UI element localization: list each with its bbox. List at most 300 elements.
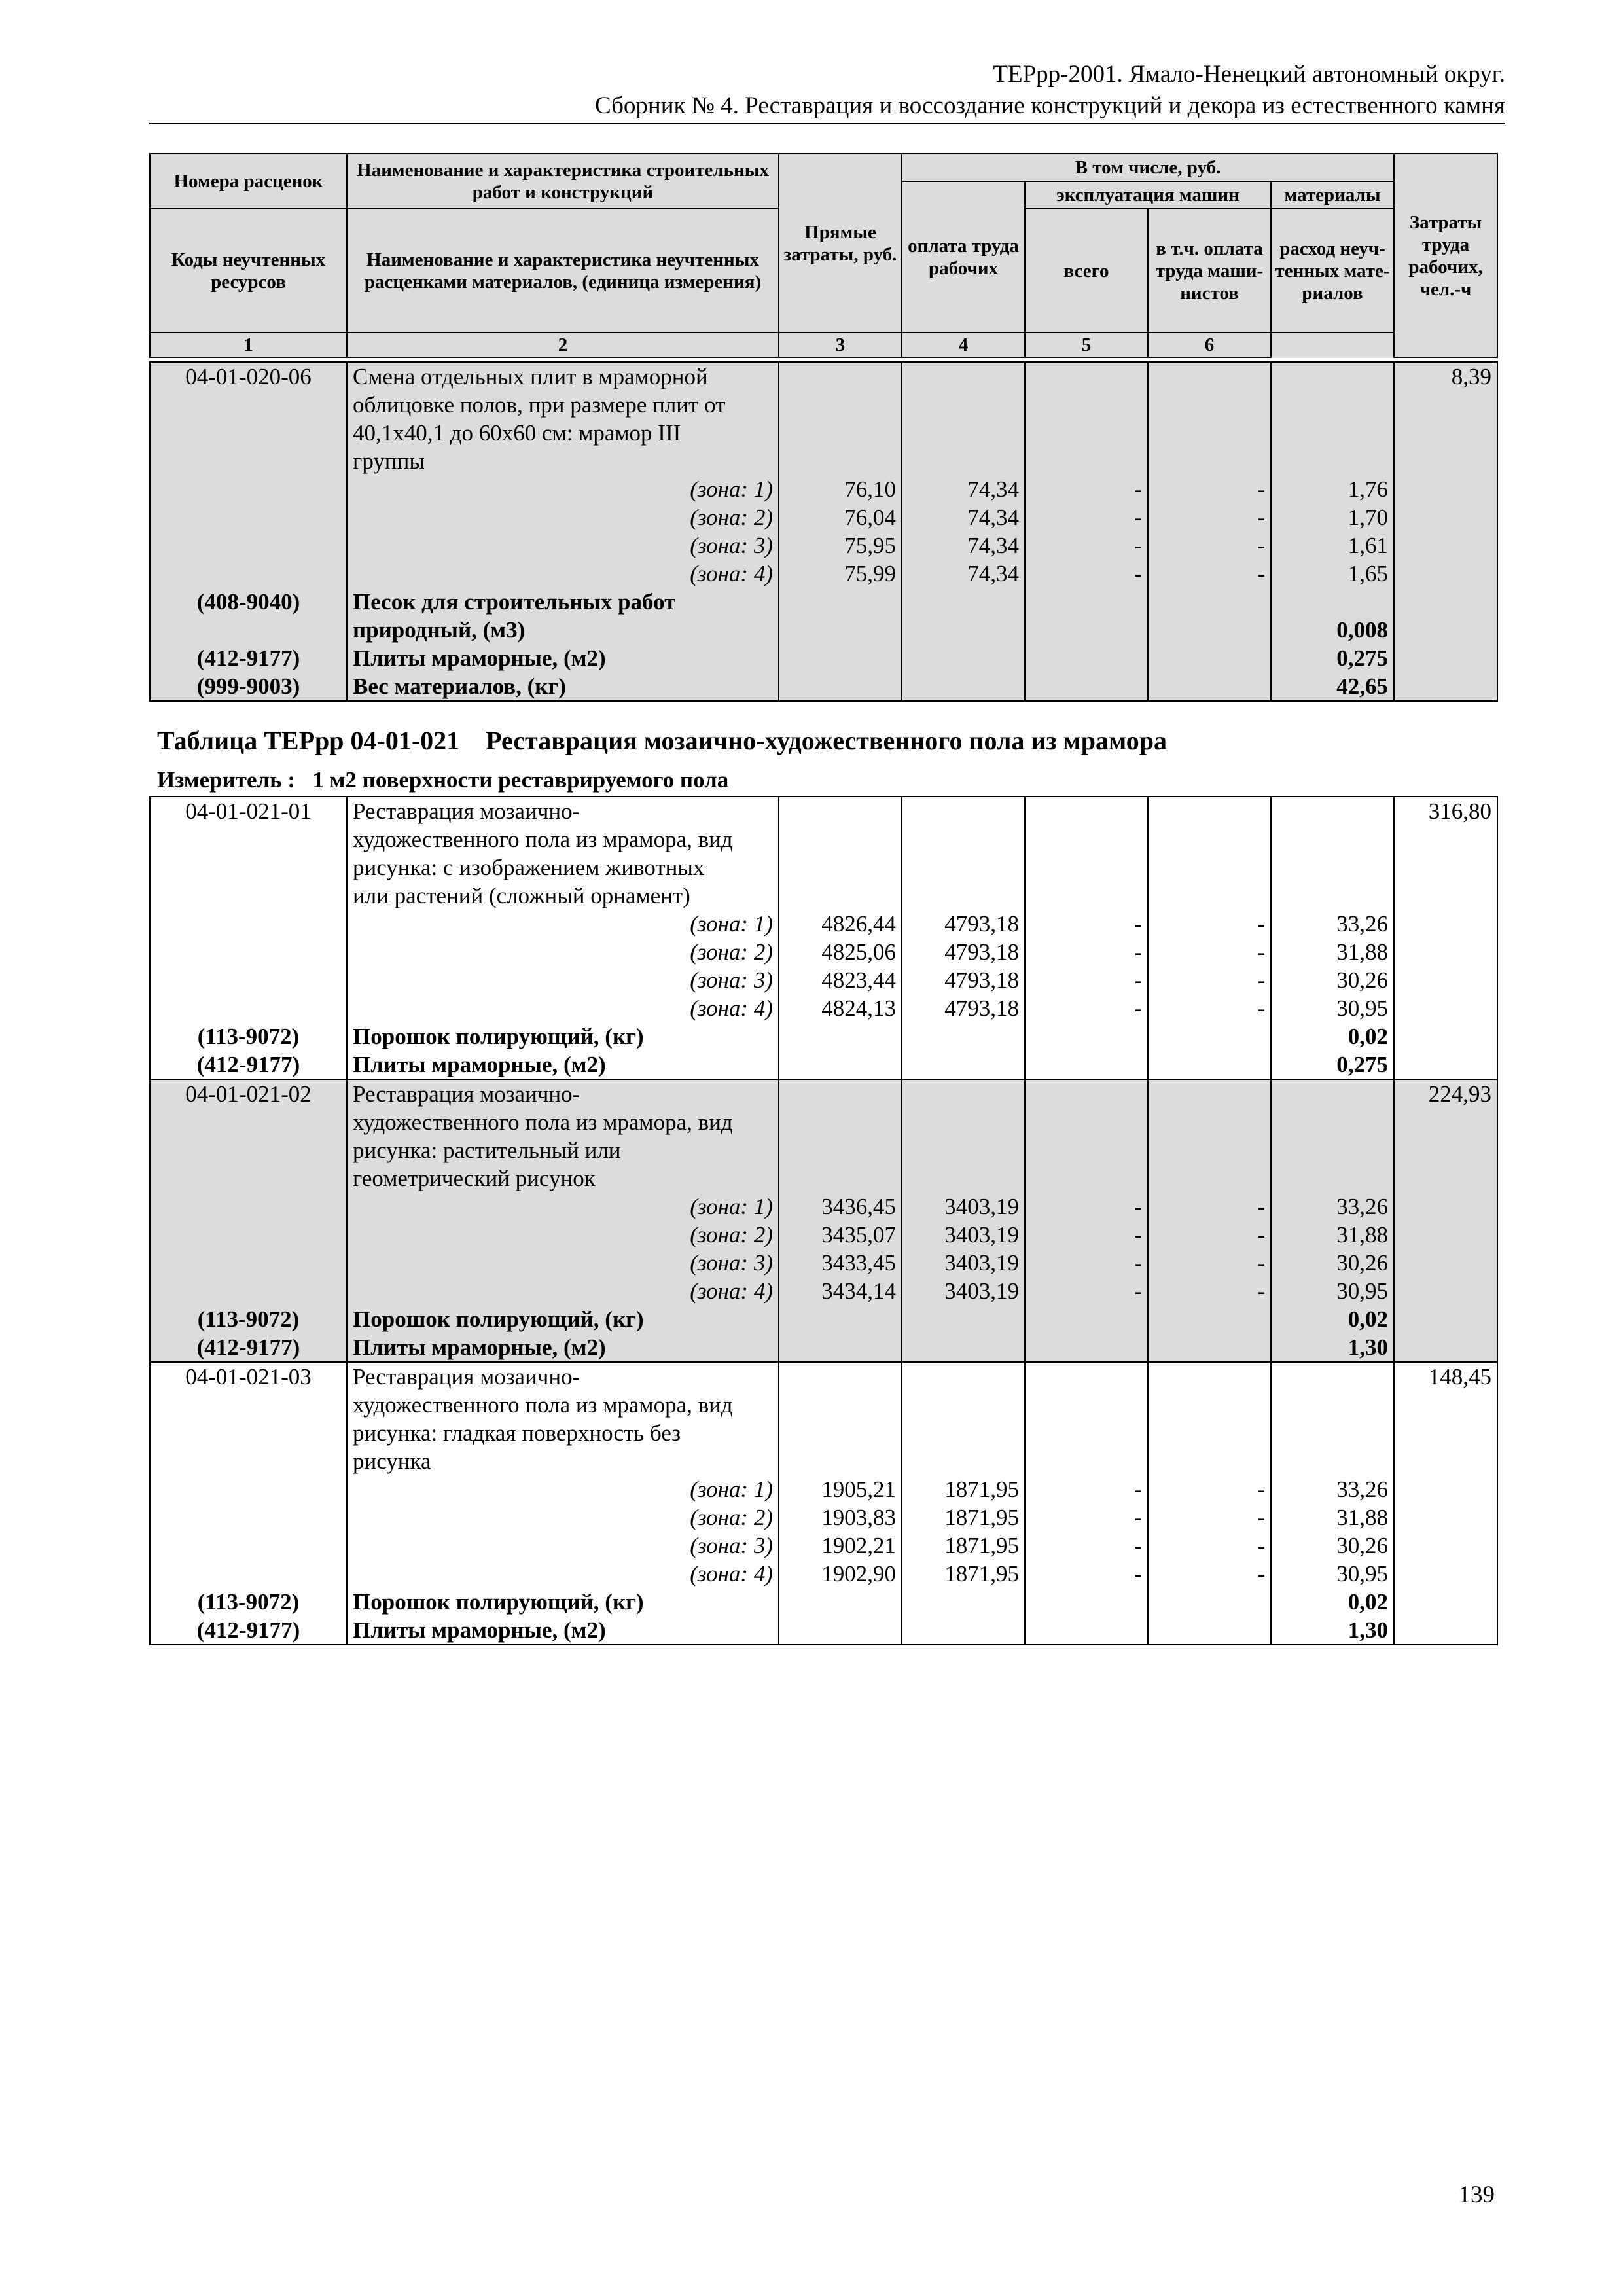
empty-cell: [1394, 1221, 1497, 1249]
machine-total: -: [1025, 1503, 1148, 1532]
resource-code: (412-9177): [150, 644, 347, 672]
zone-label: (зона: 1): [347, 1475, 779, 1503]
empty-cell: [902, 644, 1025, 672]
resource-quantity: 42,65: [1271, 672, 1394, 701]
empty-cell: [1148, 588, 1271, 616]
machine-total: -: [1025, 1221, 1148, 1249]
zone-label: (зона: 2): [347, 1503, 779, 1532]
labor-pay: 1871,95: [902, 1475, 1025, 1503]
direct-costs: 1903,83: [779, 1503, 902, 1532]
table-row: [150, 797, 1497, 825]
empty-cell: [1271, 1391, 1394, 1419]
empty-cell: [150, 560, 347, 588]
empty-cell: [1394, 1108, 1497, 1136]
zone-label: (зона: 4): [347, 994, 779, 1022]
empty-cell: [1394, 1503, 1497, 1532]
rate-name-line: рисунка: с изображением животных: [347, 853, 779, 882]
empty-cell: [1148, 1108, 1271, 1136]
empty-cell: [1025, 1108, 1148, 1136]
header-machine-total: всего: [1025, 209, 1148, 332]
direct-costs: 1905,21: [779, 1475, 902, 1503]
direct-costs: 76,04: [779, 503, 902, 531]
empty-cell: [902, 391, 1025, 419]
table-row: [150, 882, 1497, 910]
resource-name-line: Плиты мраморные, (м2): [347, 644, 779, 672]
table-row: [150, 644, 1497, 672]
empty-cell: [779, 644, 902, 672]
materials-cost: 30,26: [1271, 1532, 1394, 1560]
empty-cell: [1025, 447, 1148, 475]
empty-cell: [1148, 1022, 1271, 1050]
machinist-pay: -: [1148, 1193, 1271, 1221]
empty-cell: [1394, 1419, 1497, 1447]
empty-cell: [1025, 797, 1148, 825]
empty-cell: [1271, 1164, 1394, 1193]
rate-name-line: Реставрация мозаично-: [347, 1362, 779, 1391]
machinist-pay: -: [1148, 1503, 1271, 1532]
machine-total: -: [1025, 531, 1148, 560]
table-row: [150, 938, 1497, 966]
empty-cell: [902, 1362, 1025, 1391]
table-row: [150, 1079, 1497, 1108]
table-row: [150, 1447, 1497, 1475]
resource-name-line: Порошок полирующий, (кг): [347, 1588, 779, 1616]
empty-cell: [1394, 1560, 1497, 1588]
empty-cell: [779, 1333, 902, 1362]
empty-cell: [1148, 1447, 1271, 1475]
header-resource-codes: Коды неучтенных ресурсов: [150, 209, 347, 332]
empty-cell: [1394, 1447, 1497, 1475]
table-row: [150, 910, 1497, 938]
machine-total: -: [1025, 1193, 1148, 1221]
empty-cell: [902, 1164, 1025, 1193]
empty-cell: [779, 616, 902, 644]
empty-cell: [150, 1391, 347, 1419]
empty-cell: [150, 882, 347, 910]
table-row: [150, 966, 1497, 994]
empty-cell: [1025, 1616, 1148, 1645]
header-rate-numbers: Номера расценок: [150, 154, 347, 209]
empty-cell: [902, 1022, 1025, 1050]
empty-cell: [150, 966, 347, 994]
materials-cost: 33,26: [1271, 1475, 1394, 1503]
empty-cell: [779, 1136, 902, 1164]
resource-quantity: 1,30: [1271, 1333, 1394, 1362]
header-materials: материалы: [1271, 181, 1394, 209]
table-row: [150, 362, 1497, 391]
empty-cell: [1271, 1079, 1394, 1108]
empty-cell: [1394, 1616, 1497, 1645]
empty-cell: [1394, 644, 1497, 672]
empty-cell: [150, 1221, 347, 1249]
zone-label: (зона: 1): [347, 475, 779, 503]
empty-cell: [1271, 362, 1394, 391]
empty-cell: [902, 853, 1025, 882]
resource-name-line: Вес материалов, (кг): [347, 672, 779, 701]
direct-costs: 3435,07: [779, 1221, 902, 1249]
empty-cell: [1148, 1305, 1271, 1333]
table-row: [150, 1305, 1497, 1333]
zone-label: (зона: 1): [347, 1193, 779, 1221]
table-row: [150, 994, 1497, 1022]
resource-code: (999-9003): [150, 672, 347, 701]
rates-table-section-1: [149, 361, 1498, 702]
resource-name-line: Плиты мраморные, (м2): [347, 1616, 779, 1645]
empty-cell: [902, 616, 1025, 644]
empty-cell: [779, 419, 902, 447]
empty-cell: [1394, 475, 1497, 503]
table-row: [150, 853, 1497, 882]
empty-cell: [150, 447, 347, 475]
machinist-pay: -: [1148, 1249, 1271, 1277]
empty-cell: [1271, 447, 1394, 475]
resource-quantity: 0,02: [1271, 1022, 1394, 1050]
empty-cell: [1025, 1391, 1148, 1419]
machinist-pay: -: [1148, 938, 1271, 966]
empty-cell: [779, 1616, 902, 1645]
machinist-pay: -: [1148, 1475, 1271, 1503]
zone-label: (зона: 3): [347, 1249, 779, 1277]
table-row: [150, 531, 1497, 560]
empty-cell: [779, 391, 902, 419]
empty-cell: [1148, 882, 1271, 910]
direct-costs: 3436,45: [779, 1193, 902, 1221]
empty-cell: [1271, 1108, 1394, 1136]
empty-cell: [1025, 853, 1148, 882]
machinist-pay: -: [1148, 1277, 1271, 1305]
empty-cell: [1271, 797, 1394, 825]
empty-cell: [150, 391, 347, 419]
materials-cost: 1,61: [1271, 531, 1394, 560]
materials-cost: 30,95: [1271, 994, 1394, 1022]
col-number-5: 5: [1025, 332, 1148, 357]
empty-cell: [1271, 825, 1394, 853]
zone-label: (зона: 2): [347, 938, 779, 966]
machine-total: -: [1025, 1560, 1148, 1588]
empty-cell: [779, 672, 902, 701]
header-unaccounted-materials: расход неуч-тенных мате-риалов: [1271, 209, 1394, 332]
empty-cell: [779, 1050, 902, 1079]
empty-cell: [1148, 825, 1271, 853]
table-row: [150, 1193, 1497, 1221]
empty-cell: [1394, 1050, 1497, 1079]
table-row: [150, 1050, 1497, 1079]
direct-costs: 4825,06: [779, 938, 902, 966]
rate-name-line: Реставрация мозаично-: [347, 797, 779, 825]
zone-label: (зона: 2): [347, 503, 779, 531]
empty-cell: [1148, 672, 1271, 701]
table-row: [150, 1616, 1497, 1645]
resource-code: (412-9177): [150, 1616, 347, 1645]
rate-name-line: художественного пола из мрамора, вид: [347, 1391, 779, 1419]
empty-cell: [1148, 1391, 1271, 1419]
direct-costs: 3433,45: [779, 1249, 902, 1277]
empty-cell: [1025, 1419, 1148, 1447]
empty-cell: [779, 1588, 902, 1616]
empty-cell: [1394, 1022, 1497, 1050]
empty-cell: [1148, 1136, 1271, 1164]
table-row: [150, 1503, 1497, 1532]
empty-cell: [1148, 1050, 1271, 1079]
empty-cell: [150, 1136, 347, 1164]
resource-quantity: 0,02: [1271, 1305, 1394, 1333]
empty-cell: [1271, 882, 1394, 910]
empty-cell: [902, 1588, 1025, 1616]
zone-label: (зона: 4): [347, 1277, 779, 1305]
empty-cell: [1394, 391, 1497, 419]
machinist-pay: -: [1148, 1560, 1271, 1588]
empty-cell: [1271, 588, 1394, 616]
direct-costs: 75,99: [779, 560, 902, 588]
labor-pay: 3403,19: [902, 1277, 1025, 1305]
empty-cell: [1394, 853, 1497, 882]
labor-pay: 4793,18: [902, 994, 1025, 1022]
machinist-pay: -: [1148, 1532, 1271, 1560]
labor-pay: 4793,18: [902, 938, 1025, 966]
rate-name-line: Реставрация мозаично-: [347, 1079, 779, 1108]
measure-label: Измеритель :: [157, 767, 296, 793]
resource-quantity: 0,275: [1271, 644, 1394, 672]
machinist-pay: -: [1148, 560, 1271, 588]
empty-cell: [150, 994, 347, 1022]
empty-cell: [1394, 672, 1497, 701]
labor-costs: 316,80: [1394, 797, 1497, 825]
machinist-pay: -: [1148, 966, 1271, 994]
empty-cell: [1025, 1362, 1148, 1391]
empty-cell: [902, 362, 1025, 391]
table-row: [150, 1221, 1497, 1249]
machine-total: -: [1025, 1277, 1148, 1305]
empty-cell: [1025, 362, 1148, 391]
empty-cell: [150, 1193, 347, 1221]
measure-value: 1 м2 поверхности реставрируемого пола: [312, 767, 729, 793]
rate-name-line: художественного пола из мрамора, вид: [347, 825, 779, 853]
empty-cell: [902, 1108, 1025, 1136]
empty-cell: [150, 1277, 347, 1305]
empty-cell: [150, 1419, 347, 1447]
empty-cell: [150, 503, 347, 531]
zone-label: (зона: 3): [347, 531, 779, 560]
empty-cell: [150, 616, 347, 644]
empty-cell: [1025, 825, 1148, 853]
machine-total: -: [1025, 560, 1148, 588]
empty-cell: [1394, 447, 1497, 475]
resource-name-line: Порошок полирующий, (кг): [347, 1022, 779, 1050]
empty-cell: [902, 588, 1025, 616]
table-row: [150, 447, 1497, 475]
running-header-title: ТЕРрр-2001. Ямало-Ненецкий автономный округ.: [993, 61, 1505, 88]
header-rule: [149, 123, 1505, 124]
labor-pay: 1871,95: [902, 1560, 1025, 1588]
empty-cell: [150, 1532, 347, 1560]
materials-cost: 1,65: [1271, 560, 1394, 588]
labor-pay: 74,34: [902, 503, 1025, 531]
table-row: [150, 419, 1497, 447]
empty-cell: [1394, 1475, 1497, 1503]
header-labor-costs: Затраты труда рабочих, чел.-ч: [1394, 154, 1497, 357]
table-row: [150, 1475, 1497, 1503]
empty-cell: [779, 853, 902, 882]
materials-cost: 33,26: [1271, 1193, 1394, 1221]
labor-costs: 8,39: [1394, 362, 1497, 391]
zone-label: (зона: 1): [347, 910, 779, 938]
empty-cell: [902, 1079, 1025, 1108]
empty-cell: [1148, 853, 1271, 882]
table-row: [150, 560, 1497, 588]
machinist-pay: -: [1148, 475, 1271, 503]
empty-cell: [1025, 391, 1148, 419]
empty-cell: [1148, 419, 1271, 447]
labor-pay: 74,34: [902, 475, 1025, 503]
machine-total: -: [1025, 938, 1148, 966]
resource-quantity: 0,008: [1271, 616, 1394, 644]
empty-cell: [902, 447, 1025, 475]
materials-cost: 33,26: [1271, 910, 1394, 938]
empty-cell: [1025, 1588, 1148, 1616]
empty-cell: [1025, 1022, 1148, 1050]
empty-cell: [1394, 419, 1497, 447]
empty-cell: [1271, 391, 1394, 419]
empty-cell: [150, 1503, 347, 1532]
empty-cell: [902, 672, 1025, 701]
resource-name-line: Порошок полирующий, (кг): [347, 1305, 779, 1333]
empty-cell: [1394, 616, 1497, 644]
labor-pay: 1871,95: [902, 1532, 1025, 1560]
empty-cell: [150, 475, 347, 503]
table-title: Таблица ТЕРрр 04-01-021 Реставрация мозаично-художественного пола из мрамора: [157, 726, 1168, 755]
labor-pay: 74,34: [902, 560, 1025, 588]
empty-cell: [1394, 1193, 1497, 1221]
measure-line: [157, 767, 728, 793]
labor-pay: 3403,19: [902, 1193, 1025, 1221]
zone-label: (зона: 2): [347, 1221, 779, 1249]
empty-cell: [1271, 419, 1394, 447]
empty-cell: [1148, 362, 1271, 391]
table-row: [150, 1419, 1497, 1447]
table-row: [150, 1362, 1497, 1391]
empty-cell: [1025, 1079, 1148, 1108]
direct-costs: 4823,44: [779, 966, 902, 994]
empty-cell: [779, 1362, 902, 1391]
empty-cell: [150, 825, 347, 853]
empty-cell: [1148, 1419, 1271, 1447]
empty-cell: [1025, 1447, 1148, 1475]
table-row: [150, 1333, 1497, 1362]
direct-costs: 3434,14: [779, 1277, 902, 1305]
machine-total: -: [1025, 475, 1148, 503]
empty-cell: [1148, 797, 1271, 825]
resource-name-line: Песок для строительных работ: [347, 588, 779, 616]
empty-cell: [1148, 1333, 1271, 1362]
resource-name-line: Плиты мраморные, (м2): [347, 1333, 779, 1362]
machine-total: -: [1025, 910, 1148, 938]
labor-pay: 4793,18: [902, 910, 1025, 938]
table-row: [150, 1588, 1497, 1616]
empty-cell: [150, 1108, 347, 1136]
table-row: [150, 1249, 1497, 1277]
rate-code: 04-01-021-02: [150, 1079, 347, 1108]
direct-costs: 1902,21: [779, 1532, 902, 1560]
empty-cell: [1394, 1532, 1497, 1560]
rate-name-line: группы: [347, 447, 779, 475]
empty-cell: [1394, 994, 1497, 1022]
empty-cell: [902, 825, 1025, 853]
empty-cell: [150, 938, 347, 966]
table-row: [150, 1108, 1497, 1136]
empty-cell: [902, 1419, 1025, 1447]
header-direct-costs: Прямые затраты, руб.: [779, 154, 902, 332]
resource-code: (412-9177): [150, 1333, 347, 1362]
empty-cell: [779, 362, 902, 391]
empty-cell: [150, 1475, 347, 1503]
empty-cell: [150, 1249, 347, 1277]
resource-quantity: 0,02: [1271, 1588, 1394, 1616]
empty-cell: [1394, 825, 1497, 853]
labor-pay: 74,34: [902, 531, 1025, 560]
rate-name-line: рисунка: [347, 1447, 779, 1475]
empty-cell: [1025, 882, 1148, 910]
empty-cell: [902, 1305, 1025, 1333]
header-work-name: Наименование и характеристика строительных работ и конструкций: [347, 154, 779, 209]
empty-cell: [779, 1022, 902, 1050]
empty-cell: [1025, 419, 1148, 447]
table-row: [150, 616, 1497, 644]
empty-cell: [1025, 672, 1148, 701]
direct-costs: 75,95: [779, 531, 902, 560]
rate-name-line: Смена отдельных плит в мраморной: [347, 362, 779, 391]
empty-cell: [150, 910, 347, 938]
machinist-pay: -: [1148, 910, 1271, 938]
empty-cell: [1271, 1136, 1394, 1164]
running-header-subtitle: Сборник № 4. Реставрация и воссоздание конструкций и декора из естественного камня: [594, 92, 1505, 119]
col-number-1: 1: [150, 332, 347, 357]
empty-cell: [1394, 588, 1497, 616]
empty-cell: [1394, 1588, 1497, 1616]
machinist-pay: -: [1148, 994, 1271, 1022]
empty-cell: [150, 1164, 347, 1193]
empty-cell: [1148, 1362, 1271, 1391]
rate-name-line: или растений (сложный орнамент): [347, 882, 779, 910]
machine-total: -: [1025, 1249, 1148, 1277]
empty-cell: [902, 1616, 1025, 1645]
empty-cell: [1148, 1079, 1271, 1108]
materials-cost: 1,70: [1271, 503, 1394, 531]
empty-cell: [1148, 644, 1271, 672]
resource-code: (113-9072): [150, 1305, 347, 1333]
empty-cell: [779, 447, 902, 475]
header-material-name: Наименование и характеристика неучтенных расценками материалов, (единица измерения): [347, 209, 779, 332]
table-row: [150, 1164, 1497, 1193]
empty-cell: [1394, 1391, 1497, 1419]
table-row: [150, 588, 1497, 616]
machinist-pay: -: [1148, 503, 1271, 531]
rates-table-body: [150, 362, 1497, 701]
empty-cell: [779, 1419, 902, 1447]
materials-cost: 31,88: [1271, 1503, 1394, 1532]
direct-costs: 4826,44: [779, 910, 902, 938]
empty-cell: [1148, 1616, 1271, 1645]
table-row: [150, 1277, 1497, 1305]
empty-cell: [150, 531, 347, 560]
machine-total: -: [1025, 503, 1148, 531]
empty-cell: [1394, 1333, 1497, 1362]
table-row: [150, 672, 1497, 701]
zone-label: (зона: 4): [347, 1560, 779, 1588]
col-number-3: 3: [779, 332, 902, 357]
labor-pay: 1871,95: [902, 1503, 1025, 1532]
empty-cell: [1271, 1362, 1394, 1391]
materials-cost: 30,26: [1271, 966, 1394, 994]
